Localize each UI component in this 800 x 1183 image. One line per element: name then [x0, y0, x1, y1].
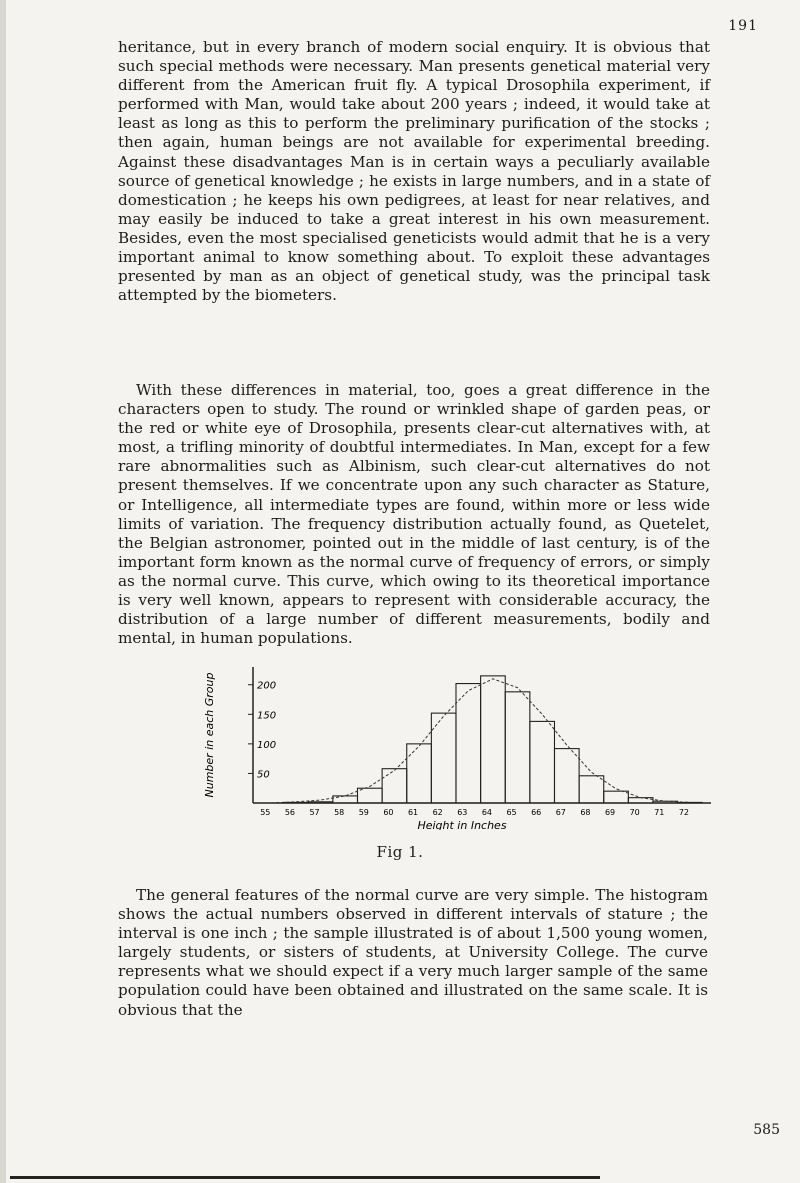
y-tick-label: 100	[257, 739, 277, 751]
histogram-bar	[382, 769, 407, 803]
histogram-bar	[407, 744, 432, 803]
page-edge	[0, 0, 6, 1183]
histogram-bar	[579, 776, 604, 803]
y-tick-label: 200	[257, 680, 277, 692]
x-tick-label: 59	[358, 808, 369, 817]
x-tick-label: 55	[260, 808, 271, 817]
x-tick-label: 63	[457, 808, 468, 817]
figure-1	[195, 655, 725, 865]
x-tick-label: 72	[678, 808, 690, 817]
x-tick-label: 60	[383, 808, 394, 817]
paragraph-3: The general features of the normal curve are very simple. The histogram shows the actual numbers observed in different intervals of stature ; the interval is one inch ; the sample illustrated is of about 1,500 young women, largely students, or sisters of students, at University College. The curve represents what we should expect if a very much larger sample of the same population could have been obtained and illustrated on the same scale. It is obvious that the	[118, 886, 708, 1019]
x-tick-label: 61	[407, 808, 419, 817]
figure-caption: Fig 1.	[376, 843, 424, 861]
x-tick-label: 56	[284, 808, 296, 817]
paragraph-2: With these differences in material, too, goes a great difference in the characters open to study. The round or wrinkled shape of garden peas, or the red or white eye of Drosophila, presents clear-cut alternatives with, at most, a trifling minority of doubtful intermediates. In Man, except for a few rare abnormalities such as Albinism, such clear-cut alternatives do not present themselves. If we concentrate upon any such character as Stature, or Intelligence, all intermediate types are found, within more or less wide limits of variation. The frequency distribution actually found, as Quetelet, the Belgian astronomer, pointed out in the middle of last century, is of the important form known as the normal curve of frequency of errors, or simply as the normal curve. This curve, which owing to its theoretical importance is very well known, appears to represent with considerable accuracy, the distribution of a large number of different measurements, bodily and mental, in human populations.	[118, 381, 710, 648]
x-tick-label: 66	[531, 808, 542, 817]
x-tick-label: 67	[555, 808, 566, 817]
page-bottom-rule	[10, 1176, 600, 1179]
x-tick-label: 69	[604, 808, 616, 817]
histogram-bar	[357, 788, 382, 803]
x-tick-label: 71	[654, 808, 665, 817]
y-tick-label: 150	[257, 710, 277, 722]
histogram-bar	[505, 692, 530, 803]
y-axis-label: Number in each Group	[203, 672, 216, 798]
y-tick-label: 50	[257, 769, 270, 781]
x-axis-label: Height in Inches	[417, 819, 507, 830]
histogram-bar	[431, 713, 456, 803]
x-tick-label: 68	[580, 808, 591, 817]
histogram-bar	[530, 721, 555, 803]
x-tick-label: 65	[506, 808, 517, 817]
histogram-bar	[604, 791, 629, 803]
x-tick-label: 57	[309, 808, 320, 817]
histogram-bar	[628, 798, 653, 803]
x-tick-label: 64	[481, 808, 493, 817]
page-number: 191	[728, 18, 758, 34]
x-tick-label: 58	[334, 808, 345, 817]
histogram-bar	[481, 676, 506, 803]
paragraph-1: heritance, but in every branch of modern social enquiry. It is obvious that such special methods were necessary. Man presents genetical material very different from the American fruit fly. A typical Drosophila experiment, if performed with Man, would take about 200 years ; indeed, it would take at least as long as this to perform the preliminary purification of the stocks ; then again, human beings are not available for experimental breeding. Against these disadvantages Man is in certain ways a peculiarly available source of genetical knowledge ; he exists in large numbers, and in a state of domestication ; he keeps his own pedigrees, at least for near relatives, and may easily be induced to take a great interest in his own measurement. Besides, even the most specialised geneticists would admit that he is a very important animal to know something about. To exploit these advantages presented by man as an object of genetical study, was the principal task attempted by the biometers.	[118, 38, 710, 305]
x-tick-label: 62	[432, 808, 443, 817]
histogram-bar	[554, 749, 579, 803]
footer-page-number: 585	[753, 1122, 780, 1138]
histogram-bar	[456, 684, 481, 803]
histogram-chart	[195, 655, 725, 830]
x-tick-label: 70	[629, 808, 640, 817]
